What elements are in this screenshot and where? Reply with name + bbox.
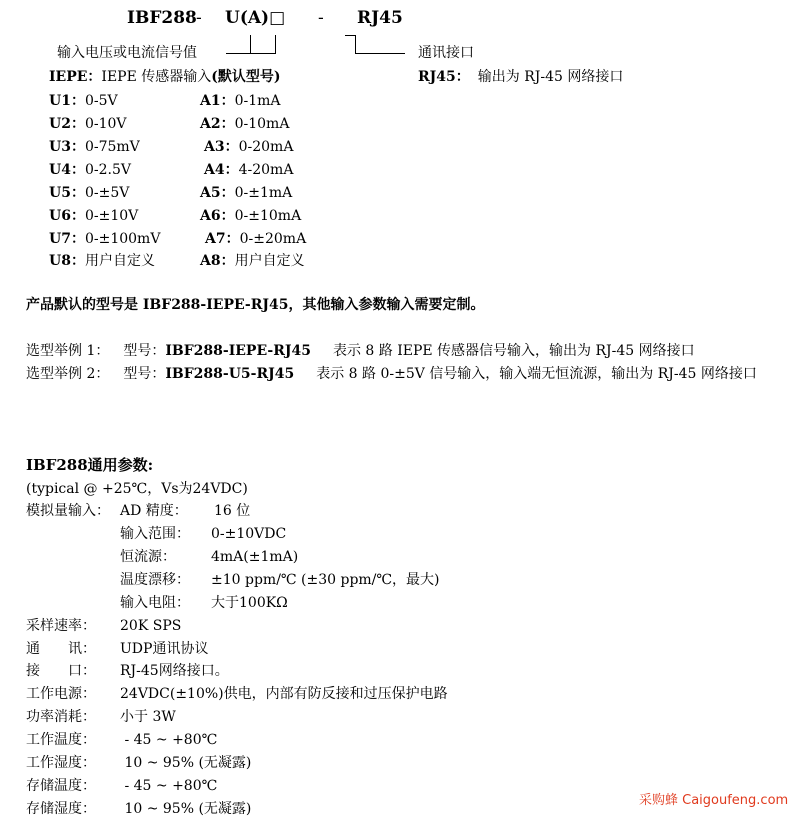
param-power-key: 工作电源： [26,686,96,702]
example-1-model: IBF288-IEPE-RJ45 [165,343,311,359]
param-consumption-key: 功率消耗： [26,709,96,725]
input-bracket-bottom [226,53,276,54]
model-interface-code: RJ45 [357,8,403,28]
option-a2: A2：0-10mA [200,116,290,132]
option-u6: U6：0-±10V [49,208,139,224]
option-u1: U1：0-5V [49,93,118,109]
option-u2: U2：0-10V [49,116,127,132]
analog-ad-value: 16 位 [214,503,251,519]
analog-drift-value: ±10 ppm/℃ (±30 ppm/℃，最大) [211,572,440,588]
input-bracket-top-right [275,35,276,53]
option-a4: A4：4-20mA [204,162,294,178]
iepe-value: IEPE 传感器输入 [101,69,212,85]
analog-current-source-value: 4mA(±1mA) [211,549,299,565]
model-input-code: U(A)□ [225,8,286,28]
default-model-note: 产品默认的型号是 IBF288-IEPE-RJ45，其他输入参数输入需要定制。 [26,297,485,313]
params-condition: (typical @ +25℃，Vs为24VDC) [26,481,248,497]
example-2-model: IBF288-U5-RJ45 [165,366,295,382]
param-interface-value: RJ-45网络接口。 [120,663,229,679]
param-sample-rate-key: 采样速率： [26,618,96,634]
option-a5: A5：0-±1mA [200,185,293,201]
example-1-desc: 表示 8 路 IEPE 传感器信号输入，输出为 RJ-45 网络接口 [332,343,695,359]
example-1-model-prefix: 型号： [123,343,166,359]
model-base: IBF288 [127,8,197,28]
analog-range-value: 0-±10VDC [211,526,287,542]
option-u4: U4：0-2.5V [49,162,131,178]
param-storage-humidity-key: 存储湿度： [26,801,96,817]
option-u8: U8：用户自定义 [49,253,155,269]
rj45-value: 输出为 RJ-45 网络接口 [477,69,624,85]
param-work-temp-key: 工作温度： [26,732,96,748]
param-power-value: 24VDC(±10%)供电，内部有防反接和过压保护电路 [120,686,448,702]
example-1 [26,344,695,358]
example-2-model-prefix: 型号： [123,366,166,382]
option-a1: A1：0-1mA [200,93,281,109]
example-2-desc: 表示 8 路 0-±5V 信号输入，输入端无恒流源，输出为 RJ-45 网络接口 [316,366,757,382]
option-a3: A3：0-20mA [204,139,294,155]
option-u7: U7：0-±100mV [49,231,161,247]
option-a8: A8：用户自定义 [200,253,305,269]
param-storage-temp-key: 存储温度： [26,778,96,794]
rj45-line [418,70,623,84]
params-heading: IBF288通用参数: [26,456,154,474]
input-signal-label: 输入电压或电流信号值 [57,45,197,61]
model-dash-1: - [196,8,202,28]
param-sample-rate-value: 20K SPS [120,618,182,634]
comm-bracket-bottom [355,53,405,54]
param-storage-humidity-value: 10 ~ 95% (无凝露) [120,801,252,817]
option-u3: U3：0-75mV [49,139,140,155]
param-work-temp-value: - 45 ~ +80℃ [120,732,218,748]
param-interface-key: 接 口： [26,663,96,679]
input-bracket-top-left [250,35,251,53]
analog-resistance-value: 大于100KΩ [211,595,288,611]
iepe-default-tag: (默认型号) [211,69,281,85]
param-consumption-value: 小于 3W [120,709,176,725]
analog-range-key: 输入范围： [120,526,190,542]
option-a6: A6：0-±10mA [200,208,302,224]
example-2 [26,367,757,381]
model-dash-2: - [318,8,324,28]
analog-input-label: 模拟量输入： [26,503,110,519]
option-u5: U5：0-±5V [49,185,130,201]
rj45-key: RJ45： [418,69,470,85]
example-1-label: 选型举例 1： [26,343,110,359]
site-watermark: 采购蜂 Caigoufeng.com [639,793,789,808]
iepe-key: IEPE： [49,69,102,85]
analog-current-source-key: 恒流源： [120,549,176,565]
param-work-humidity-value: 10 ~ 95% (无凝露) [120,755,252,771]
analog-ad-key: AD 精度： [120,503,188,519]
analog-resistance-key: 输入电阻： [120,595,190,611]
param-comm-value: UDP通讯协议 [120,641,209,657]
iepe-line [49,70,281,84]
comm-interface-label: 通讯接口 [418,45,474,61]
param-comm-key: 通 讯： [26,641,96,657]
comm-bracket-vertical [355,35,356,53]
option-a7: A7：0-±20mA [205,231,307,247]
analog-drift-key: 温度漂移： [120,572,190,588]
example-2-label: 选型举例 2： [26,366,110,382]
param-work-humidity-key: 工作湿度： [26,755,96,771]
param-storage-temp-value: - 45 ~ +80℃ [120,778,218,794]
